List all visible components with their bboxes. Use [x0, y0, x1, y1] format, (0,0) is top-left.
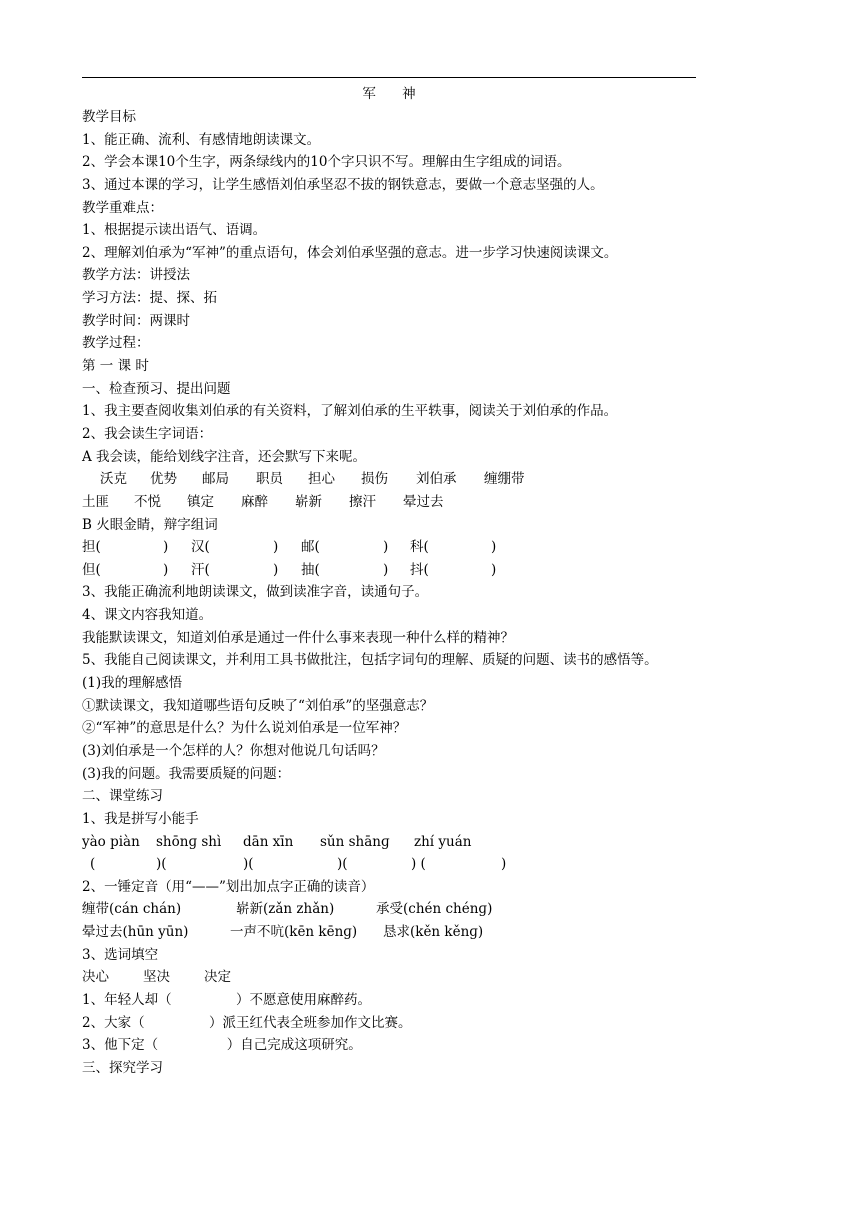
page-title: 军 神: [362, 86, 416, 102]
fill-blank-3: 3、他下定（ ）自己完成这项研究。: [82, 1037, 362, 1054]
char-compare-row-2: [82, 559, 698, 582]
fill-blank-1: 1、年轻人却（ ）不愿意使用麻醉药。: [82, 992, 371, 1008]
tone-item: 一声不吭(kēn kēnɡ): [230, 924, 358, 941]
char-cell: 汗(: [191, 561, 210, 578]
word-item: 损伤: [361, 471, 388, 488]
pinyin-item: shōnɡ shì: [156, 833, 222, 850]
preview-item-b: B 火眼金睛，辩字组词: [82, 516, 218, 533]
part-heading-practice: 二、课堂练习: [82, 788, 163, 805]
pinyin-item: zhí yuán: [414, 833, 472, 850]
pinyin-item: yào piàn: [82, 833, 140, 850]
pinyin-item: dān xīn: [243, 833, 294, 850]
answer-bracket: ) (: [411, 856, 426, 873]
my-questions: (3)我的问题。我需要质疑的问题：: [82, 765, 291, 782]
char-cell: 科(: [410, 539, 429, 556]
char-cell: ): [273, 539, 279, 556]
word-item: 崭新: [295, 493, 322, 510]
word-item: 刘伯承: [416, 471, 457, 488]
preview-item-4: 4、课文内容我知道。: [82, 607, 213, 624]
lesson-period-heading: 第 一 课 时: [82, 358, 149, 375]
choice-words: [82, 966, 698, 989]
word-item: 镇定: [187, 493, 214, 510]
tone-item: 承受(chén chénɡ): [376, 901, 493, 918]
word-item: 沃克: [100, 471, 127, 488]
preview-item-3: 3、我能正确流利地朗读课文，做到读准字音，读通句子。: [82, 584, 429, 601]
pinyin-answer-row: [82, 853, 698, 876]
char-cell: ): [383, 561, 389, 578]
pinyin-item: sǔn shānɡ: [320, 833, 390, 850]
answer-bracket: )(: [337, 856, 348, 873]
char-cell: 邮(: [301, 539, 320, 556]
answer-bracket: )(: [243, 856, 254, 873]
insight-question-2: ②“军神”的意思是什么？为什么说刘伯承是一位军神？: [82, 720, 407, 737]
word-item: 麻醉: [241, 493, 268, 510]
word-item: 土匪: [82, 493, 109, 510]
practice-item-3: 3、选词填空: [82, 946, 159, 963]
preview-item-5: 5、我能自己阅读课文，并利用工具书做批注，包括字词句的理解、质疑的问题、读书的感悟等。: [82, 652, 658, 669]
word-item: 晕过去: [403, 493, 444, 510]
part-heading-preview: 一、检查预习、提出问题: [82, 380, 231, 397]
pinyin-row: [82, 831, 698, 854]
char-cell: 汉(: [191, 539, 210, 556]
lesson-content: [82, 106, 698, 1080]
char-cell: ): [273, 561, 279, 578]
word-item: 邮局: [202, 471, 229, 488]
preview-item-2: 2、我会读生字词语：: [82, 425, 213, 442]
tone-row-2: [82, 921, 698, 944]
char-cell: ): [163, 539, 169, 556]
preview-item-1: 1、我主要查阅收集刘伯承的有关资料，了解刘伯承的生平轶事，阅读关于刘伯承的作品。: [82, 403, 618, 420]
key-point-1: 1、根据提示读出语气、语调。: [82, 222, 267, 239]
insight-question-1: ①默读课文，我知道哪些语句反映了“刘伯承”的坚强意志？: [82, 697, 434, 714]
goal-item-1: 1、能正确、流利、有感情地朗读课文。: [82, 131, 321, 148]
word-item: 不悦: [134, 493, 161, 510]
answer-bracket: (: [90, 856, 96, 873]
fill-blank-2: 2、大家（ ）派王红代表全班参加作文比赛。: [82, 1014, 412, 1031]
learning-method: 学习方法：提、探、拓: [82, 290, 217, 307]
tone-item: 恳求(kěn kěnɡ): [383, 924, 484, 941]
word-list-row-2: [82, 491, 698, 514]
insight-heading: (1)我的理解感悟: [82, 675, 183, 692]
word-item: 优势: [150, 471, 177, 488]
practice-item-1: 1、我是拼写小能手: [82, 810, 199, 827]
section-heading-key-points: 教学重难点：: [82, 199, 163, 216]
teaching-method: 教学方法：讲授法: [82, 267, 190, 284]
section-heading-process: 教学过程：: [82, 335, 150, 352]
word-item: 担心: [308, 471, 335, 488]
practice-item-2: 2、一锤定音（用“——”划出加点字正确的读音）: [82, 878, 375, 895]
char-cell: 抖(: [410, 561, 429, 578]
char-cell: ): [383, 539, 389, 556]
tone-row-1: [82, 898, 698, 921]
word-list-row-1: [82, 468, 698, 491]
choice-word: 决定: [204, 969, 231, 986]
char-cell: ): [491, 561, 497, 578]
teaching-time: 教学时间：两课时: [82, 312, 190, 329]
insight-question-3: (3)刘伯承是一个怎样的人？你想对他说几句话吗？: [82, 742, 385, 759]
word-item: 缠绷带: [484, 471, 525, 488]
tone-item: 缠带(cán chán): [82, 901, 182, 918]
preview-item-a: A 我会读，能给划线字注音，还会默写下来呢。: [82, 448, 367, 465]
tone-item: 崭新(zǎn zhǎn): [236, 901, 335, 918]
part-heading-explore: 三、探究学习: [82, 1059, 163, 1076]
char-compare-row-1: [82, 536, 698, 559]
choice-word: 坚决: [143, 969, 170, 986]
answer-bracket: ): [501, 856, 507, 873]
answer-bracket: )(: [156, 856, 167, 873]
char-cell: ): [163, 561, 169, 578]
char-cell: 抽(: [301, 561, 320, 578]
key-point-2: 2、理解刘伯承为“军神”的重点语句，体会刘伯承坚强的意志。进一步学习快速阅读课文。: [82, 244, 618, 261]
char-cell: ): [491, 539, 497, 556]
char-cell: 但(: [82, 561, 101, 578]
top-rule: [82, 77, 696, 78]
goal-item-2: 2、学会本课10个生字，两条绿线内的10个字只识不写。理解由生字组成的词语。: [82, 154, 571, 171]
word-item: 擦汗: [349, 493, 376, 510]
choice-word: 决心: [82, 969, 109, 986]
goal-item-3: 3、通过本课的学习，让学生感悟刘伯承坚忍不拔的钢铁意志，要做一个意志坚强的人。: [82, 176, 604, 193]
word-item: 职员: [256, 471, 283, 488]
section-heading-goals: 教学目标: [82, 109, 136, 125]
tone-item: 晕过去(hūn yūn): [82, 924, 189, 941]
char-cell: 担(: [82, 539, 101, 556]
preview-item-4-detail: 我能默读课文，知道刘伯承是通过一件什么事来表现一种什么样的精神？: [82, 629, 514, 646]
